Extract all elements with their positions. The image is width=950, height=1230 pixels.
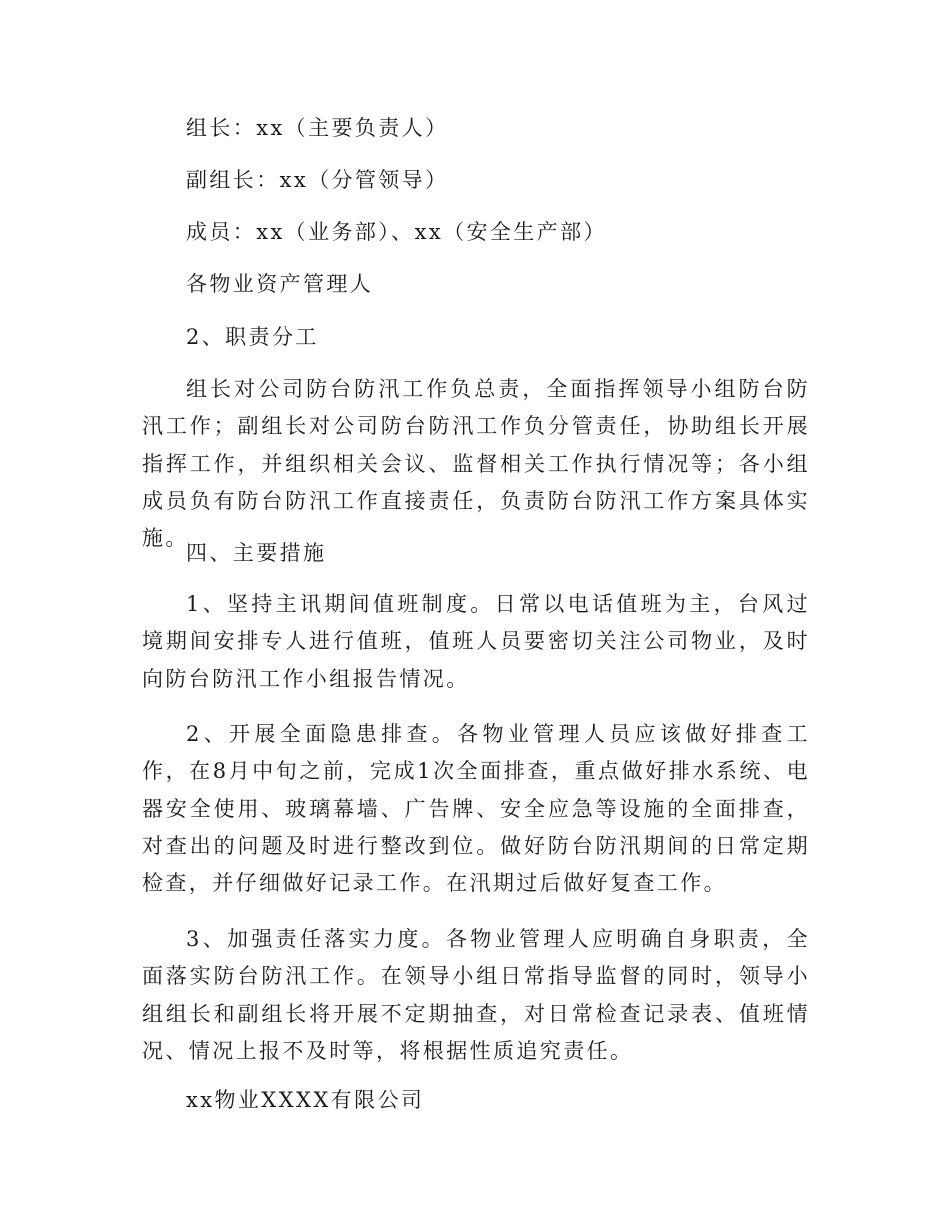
measures-heading: 四、主要措施 bbox=[186, 541, 327, 565]
property-managers-line: 各物业资产管理人 bbox=[186, 272, 374, 296]
duties-paragraph: 组长对公司防台防汛工作负总责，全面指挥领导小组防台防汛工作；副组长对公司防台防汛工作负分管责任，协助组长开展指挥工作，并组织相关会议、监督相关工作执行情况等；各小组成员负有防台防汛工作直接责任，负责防台防汛工作方案具体实施。 bbox=[142, 377, 810, 551]
team-deputy-leader-line: 副组长：xx（分管领导） bbox=[186, 168, 449, 192]
measure-item-2: 2、开展全面隐患排查。各物业管理人员应该做好排查工作，在8月中旬之前，完成1次全面排查，重点做好排水系统、电器安全使用、玻璃幕墙、广告牌、安全应急等设施的全面排查，对查出的问题及时进行整改到位。做好防台防汛期间的日常定期检查，并仔细做好记录工作。在汛期过后做好复查工作。 bbox=[142, 722, 810, 896]
measure-item-1: 1、坚持主讯期间值班制度。日常以电话值班为主，台风过境期间安排专人进行值班，值班人员要密切关注公司物业，及时向防台防汛工作小组报告情况。 bbox=[142, 592, 810, 691]
duties-heading: 2、职责分工 bbox=[186, 325, 319, 349]
team-leader-line: 组长：xx（主要负责人） bbox=[186, 116, 449, 140]
company-signature: xx物业XXXX有限公司 bbox=[186, 1088, 425, 1112]
measure-item-3: 3、加强责任落实力度。各物业管理人应明确自身职责，全面落实防台防汛工作。在领导小组日常指导监督的同时，领导小组组长和副组长将开展不定期抽查，对日常检查记录表、值班情况、情况上报不及时等，将根据性质追究责任。 bbox=[142, 927, 810, 1063]
team-members-line: 成员：xx（业务部）、xx（安全生产部） bbox=[186, 220, 607, 244]
